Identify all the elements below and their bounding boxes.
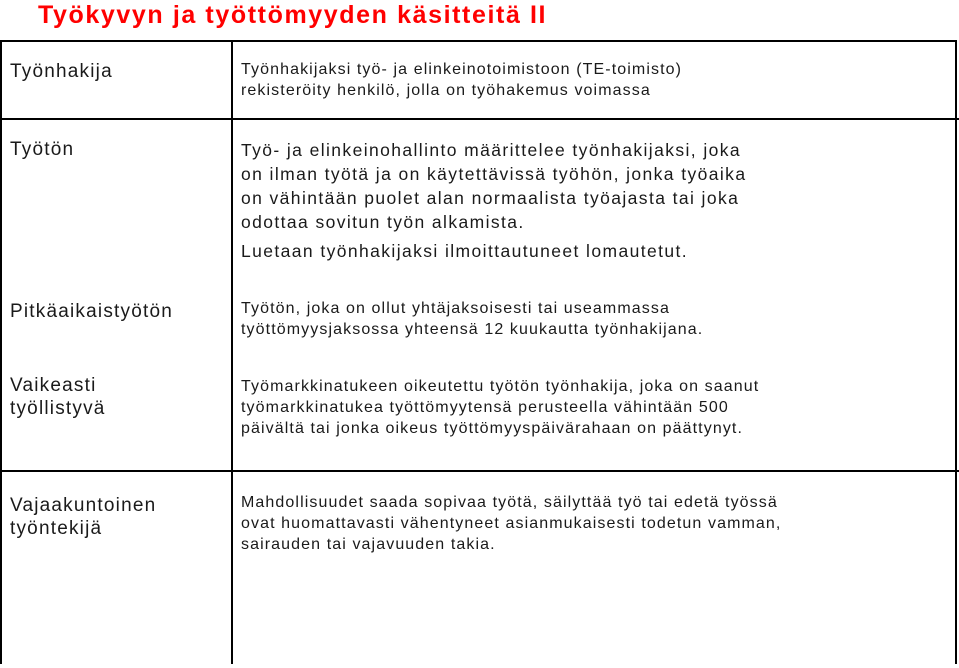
term-line: Vaikeasti — [10, 375, 97, 396]
term-pitkaaikaistyoton — [10, 300, 173, 323]
definition-note: Luetaan työnhakijaksi ilmoittautuneet lomautetut. — [241, 241, 689, 261]
term-tyonhakija — [10, 60, 113, 83]
definition-line: Työtön, joka on ollut yhtäjaksoisesti tai useammassa — [241, 300, 670, 317]
definition-tyonhakija — [241, 59, 682, 101]
definition-line: rekisteröity henkilö, jolla on työhakemus voimassa — [241, 82, 651, 99]
definition-line: työttömyysjaksossa yhteensä 12 kuukautta työnhakijana. — [241, 321, 704, 338]
definition-line: sairauden tai vajavuuden takia. — [241, 536, 496, 553]
definition-pitkaaikaistyoton — [241, 298, 703, 340]
term-line: Vajaakuntoinen — [10, 495, 157, 516]
term-line: Työtön — [10, 139, 75, 160]
term-vaikeasti-tyollistyva — [10, 374, 106, 420]
definition-line: päivältä tai jonka oikeus työttömyyspäivärahaan on päättynyt. — [241, 420, 744, 437]
definition-line: Mahdollisuudet saada sopivaa työtä, säilyttää työ tai edetä työssä — [241, 494, 778, 511]
definition-line: on vähintään puolet alan normaalista työajasta tai joka — [241, 188, 740, 208]
term-line: työntekijä — [10, 518, 103, 539]
row-divider — [0, 118, 959, 120]
term-line: Pitkäaikaistyötön — [10, 301, 173, 322]
term-line: työllistyvä — [10, 398, 106, 419]
term-vajaakuntoinen-tyontekija — [10, 494, 156, 540]
definition-line: ovat huomattavasti vähentyneet asianmukaisesti todetun vamman, — [241, 515, 782, 532]
definition-line: Työnhakijaksi työ- ja elinkeinotoimistoon (TE-toimisto) — [241, 61, 683, 78]
term-tyoton — [10, 138, 74, 161]
term-line: Työnhakija — [10, 61, 113, 82]
definitions-table — [0, 40, 957, 664]
definition-vaikeasti-tyollistyva — [241, 376, 759, 439]
definition-line: on ilman työtä ja on käytettävissä työhön, jonka työaika — [241, 164, 747, 184]
definition-line: Työmarkkinatukeen oikeutettu työtön työnhakija, joka on saanut — [241, 378, 760, 395]
definition-line: odottaa sovitun työn alkamista. — [241, 212, 525, 232]
page-title: Työkyvyn ja työttömyyden käsitteitä II — [38, 1, 548, 29]
definition-vajaakuntoinen-tyontekija — [241, 492, 781, 555]
definition-line: työmarkkinatukea työttömyytensä perusteella vähintään 500 — [241, 399, 729, 416]
row-divider — [0, 470, 959, 472]
definition-tyoton — [241, 138, 746, 263]
definition-line: Työ- ja elinkeinohallinto määrittelee työnhakijaksi, joka — [241, 140, 742, 160]
column-divider — [231, 40, 233, 664]
